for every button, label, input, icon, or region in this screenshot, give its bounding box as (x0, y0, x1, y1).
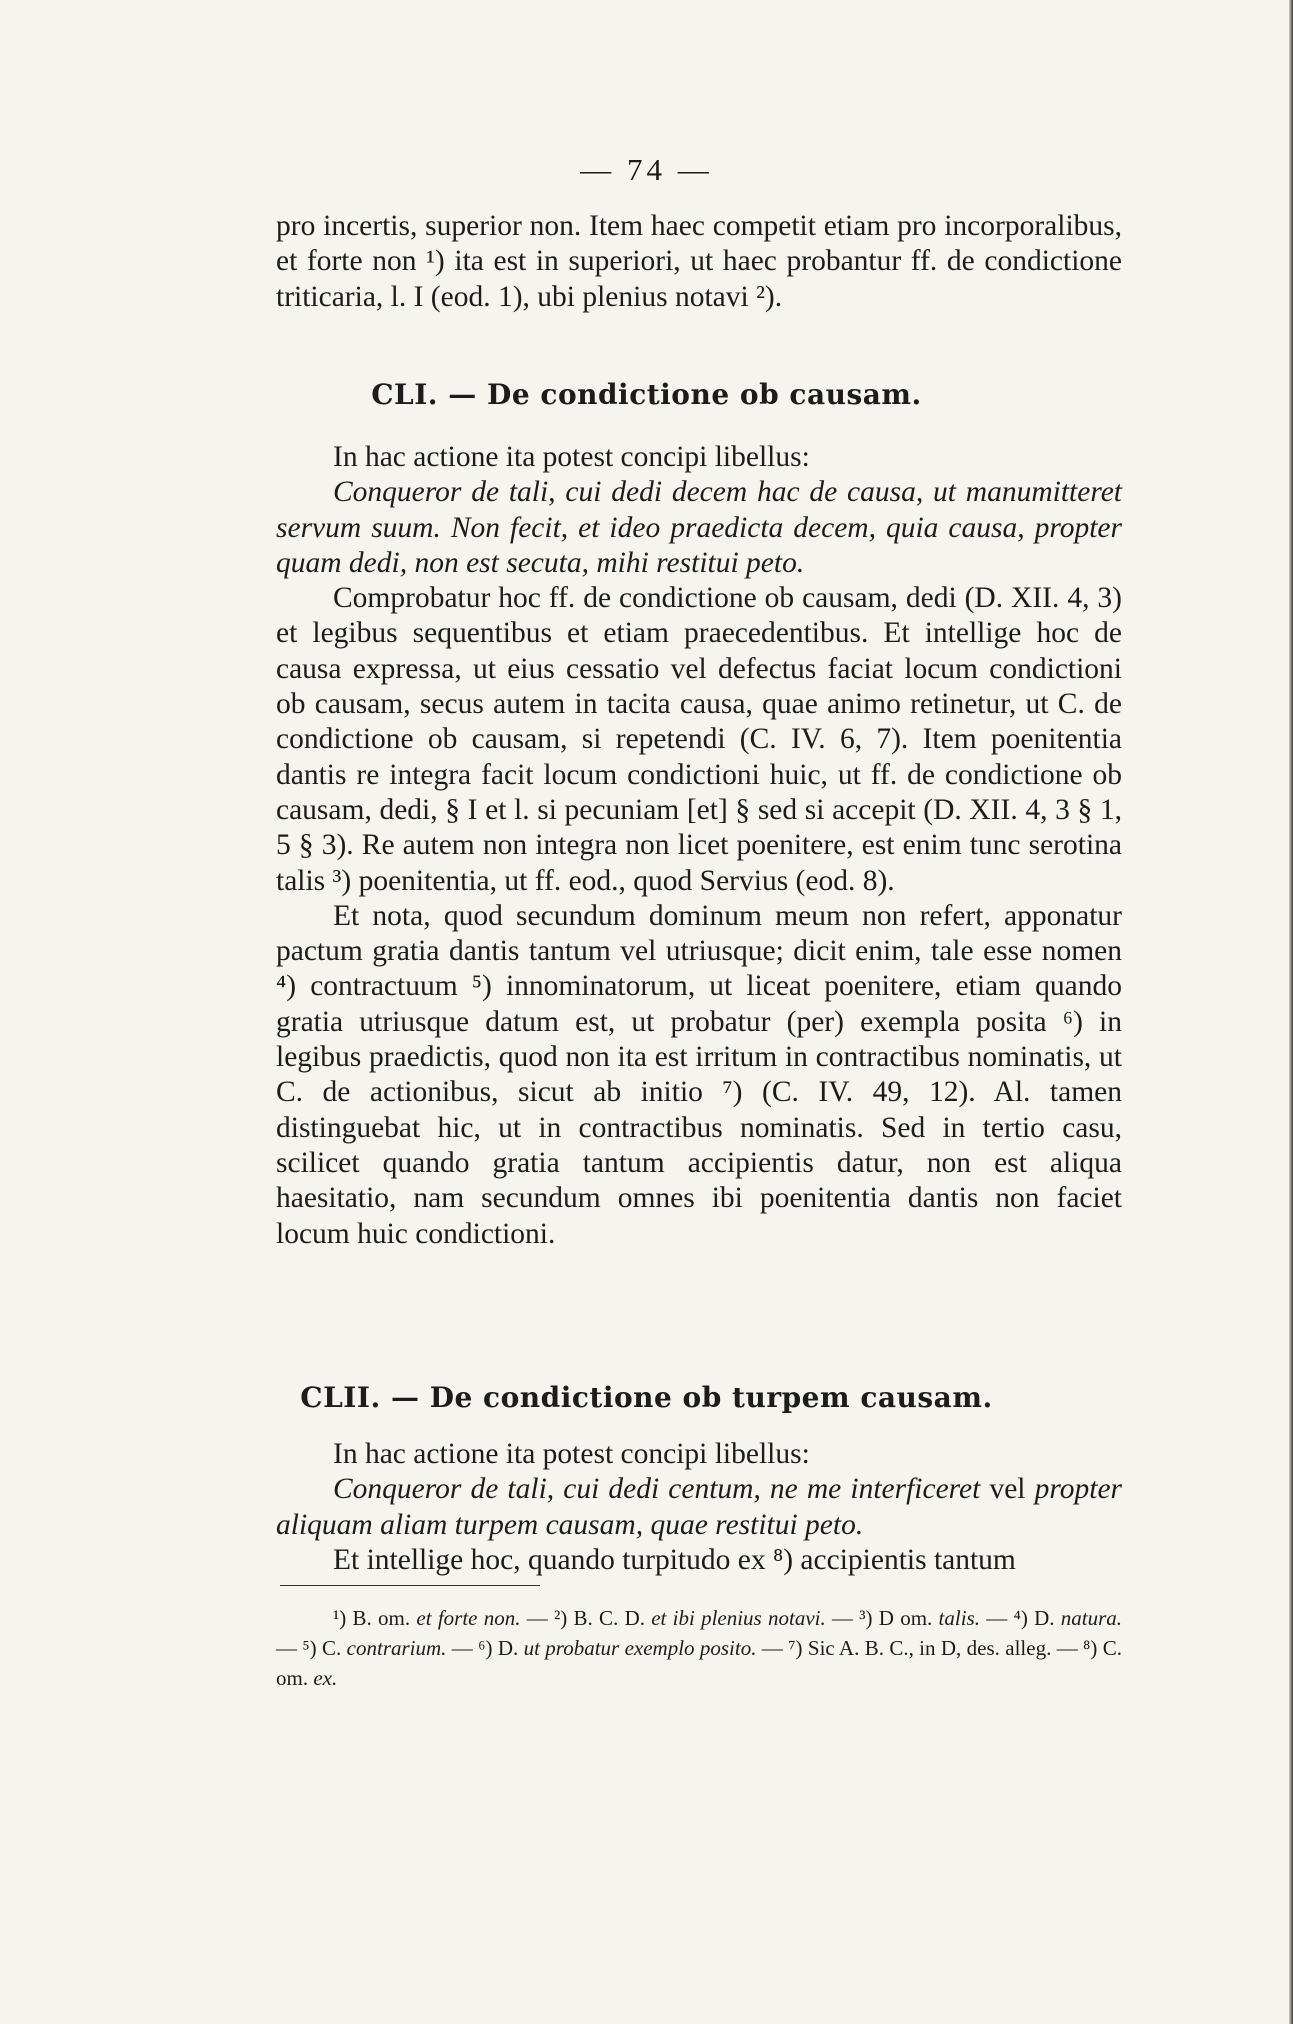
page-number: — 74 — (580, 152, 713, 187)
section-cli-paragraph-1: Comprobatur hoc ff. de condictione ob causam, dedi (D. XII. 4, 3) et legibus sequentibus et etiam praecedentibus. Et intellige hoc de causa expressa, ut eius cessatio vel defectus faciat locum condictioni ob causam, secus autem in tacita causa, quae animo retinetur, ut C. de condictione ob causam, si repetendi (C. IV. 6, 7). Item poenitentia dantis re integra facit locum condictioni huic, ut ff. de condictione ob causam, dedi, § I et l. si pecuniam [et] § sed si accepit (D. XII. 4, 3 § 1, 5 § 3). Re autem non integra non licet poenitere, est enim tunc serotina talis ³) poenitentia, ut ff. eod., quod Servius (eod. 8). (276, 582, 1122, 897)
footnote: ⁴) D. natura. — (276, 1606, 1123, 1660)
page-edge (1289, 0, 1293, 2024)
section-clii-formula-part-b: propter aliquam aliam turpem causam, quae restitui peto. (276, 1473, 1123, 1541)
section-clii-formula-part-a: Conqueror de tali, cui dedi centum, ne me interficeret (333, 1473, 981, 1506)
footnote: ³) D om. talis. — (859, 1606, 1014, 1630)
section-clii-formula (276, 1472, 1122, 1543)
section-heading-clii: CLII. — De condictione ob turpem causam. (300, 1381, 993, 1414)
section-heading-cli: CLI. — De condictione ob causam. (371, 378, 922, 411)
footnote-rule (280, 1585, 540, 1586)
footnote: ⁵) C. contrarium. — (302, 1636, 479, 1660)
section-clii-formula-vel: vel (980, 1473, 1035, 1506)
opening-paragraph: pro incertis, superior non. Item haec competit etiam pro incorporalibus, et forte non ¹) ita est in superiori, ut haec probantur ff. de condictione triticaria, l. I (eod. 1), ubi plenius notavi ²). (276, 210, 1122, 313)
section-cli-body (276, 440, 1122, 1252)
footnote: ⁶) D. ut probatur exemplo posito. — (478, 1636, 789, 1660)
section-clii-intro: In hac actione ita potest concipi libellus: (333, 1438, 810, 1470)
footnote: ¹) B. om. et forte non. — (333, 1606, 554, 1630)
footnote: ⁸) C. om. ex. (276, 1636, 1122, 1690)
section-clii-body (276, 1437, 1122, 1578)
section-cli-paragraph-2: Et nota, quod secundum dominum meum non refert, apponatur pactum gratia dantis tantum vel utriusque; dicit enim, tale esse nomen ⁴) contractuum ⁵) innominatorum, ut liceat poenitere, etiam quando gratia utriusque datum est, ut probatur (per) exempla posita ⁶) in legibus praedictis, quod non ita est irritum in contractibus nominatis, ut C. de actionibus, sicut ab initio ⁷) (C. IV. 49, 12). Al. tamen distinguebat hic, ut in contractibus nominatis. Sed in tertio casu, scilicet quando gratia tantum accipientis datur, non est aliqua haesitatio, nam secundum omnes ibi poenitentia dantis non faciet locum huic condictioni. (276, 899, 1122, 1250)
section-cli-formula: Conqueror de tali, cui dedi decem hac de causa, ut manumitteret servum suum. Non fecit, et ideo praedicta decem, quia causa, propter quam dedi, non est secuta, mihi restitui peto. (276, 476, 1122, 579)
footnotes (276, 1603, 1122, 1693)
opening-block (276, 209, 1122, 315)
footnote: ²) B. C. D. et ibi plenius notavi. — (554, 1606, 860, 1630)
section-cli-intro: In hac actione ita potest concipi libellus: (333, 441, 810, 473)
section-clii-paragraph-1: Et intellige hoc, quando turpitudo ex ⁸) accipientis tantum (333, 1543, 1016, 1576)
footnote: ⁷) Sic A. B. C., in D, des. alleg. — (788, 1636, 1084, 1660)
